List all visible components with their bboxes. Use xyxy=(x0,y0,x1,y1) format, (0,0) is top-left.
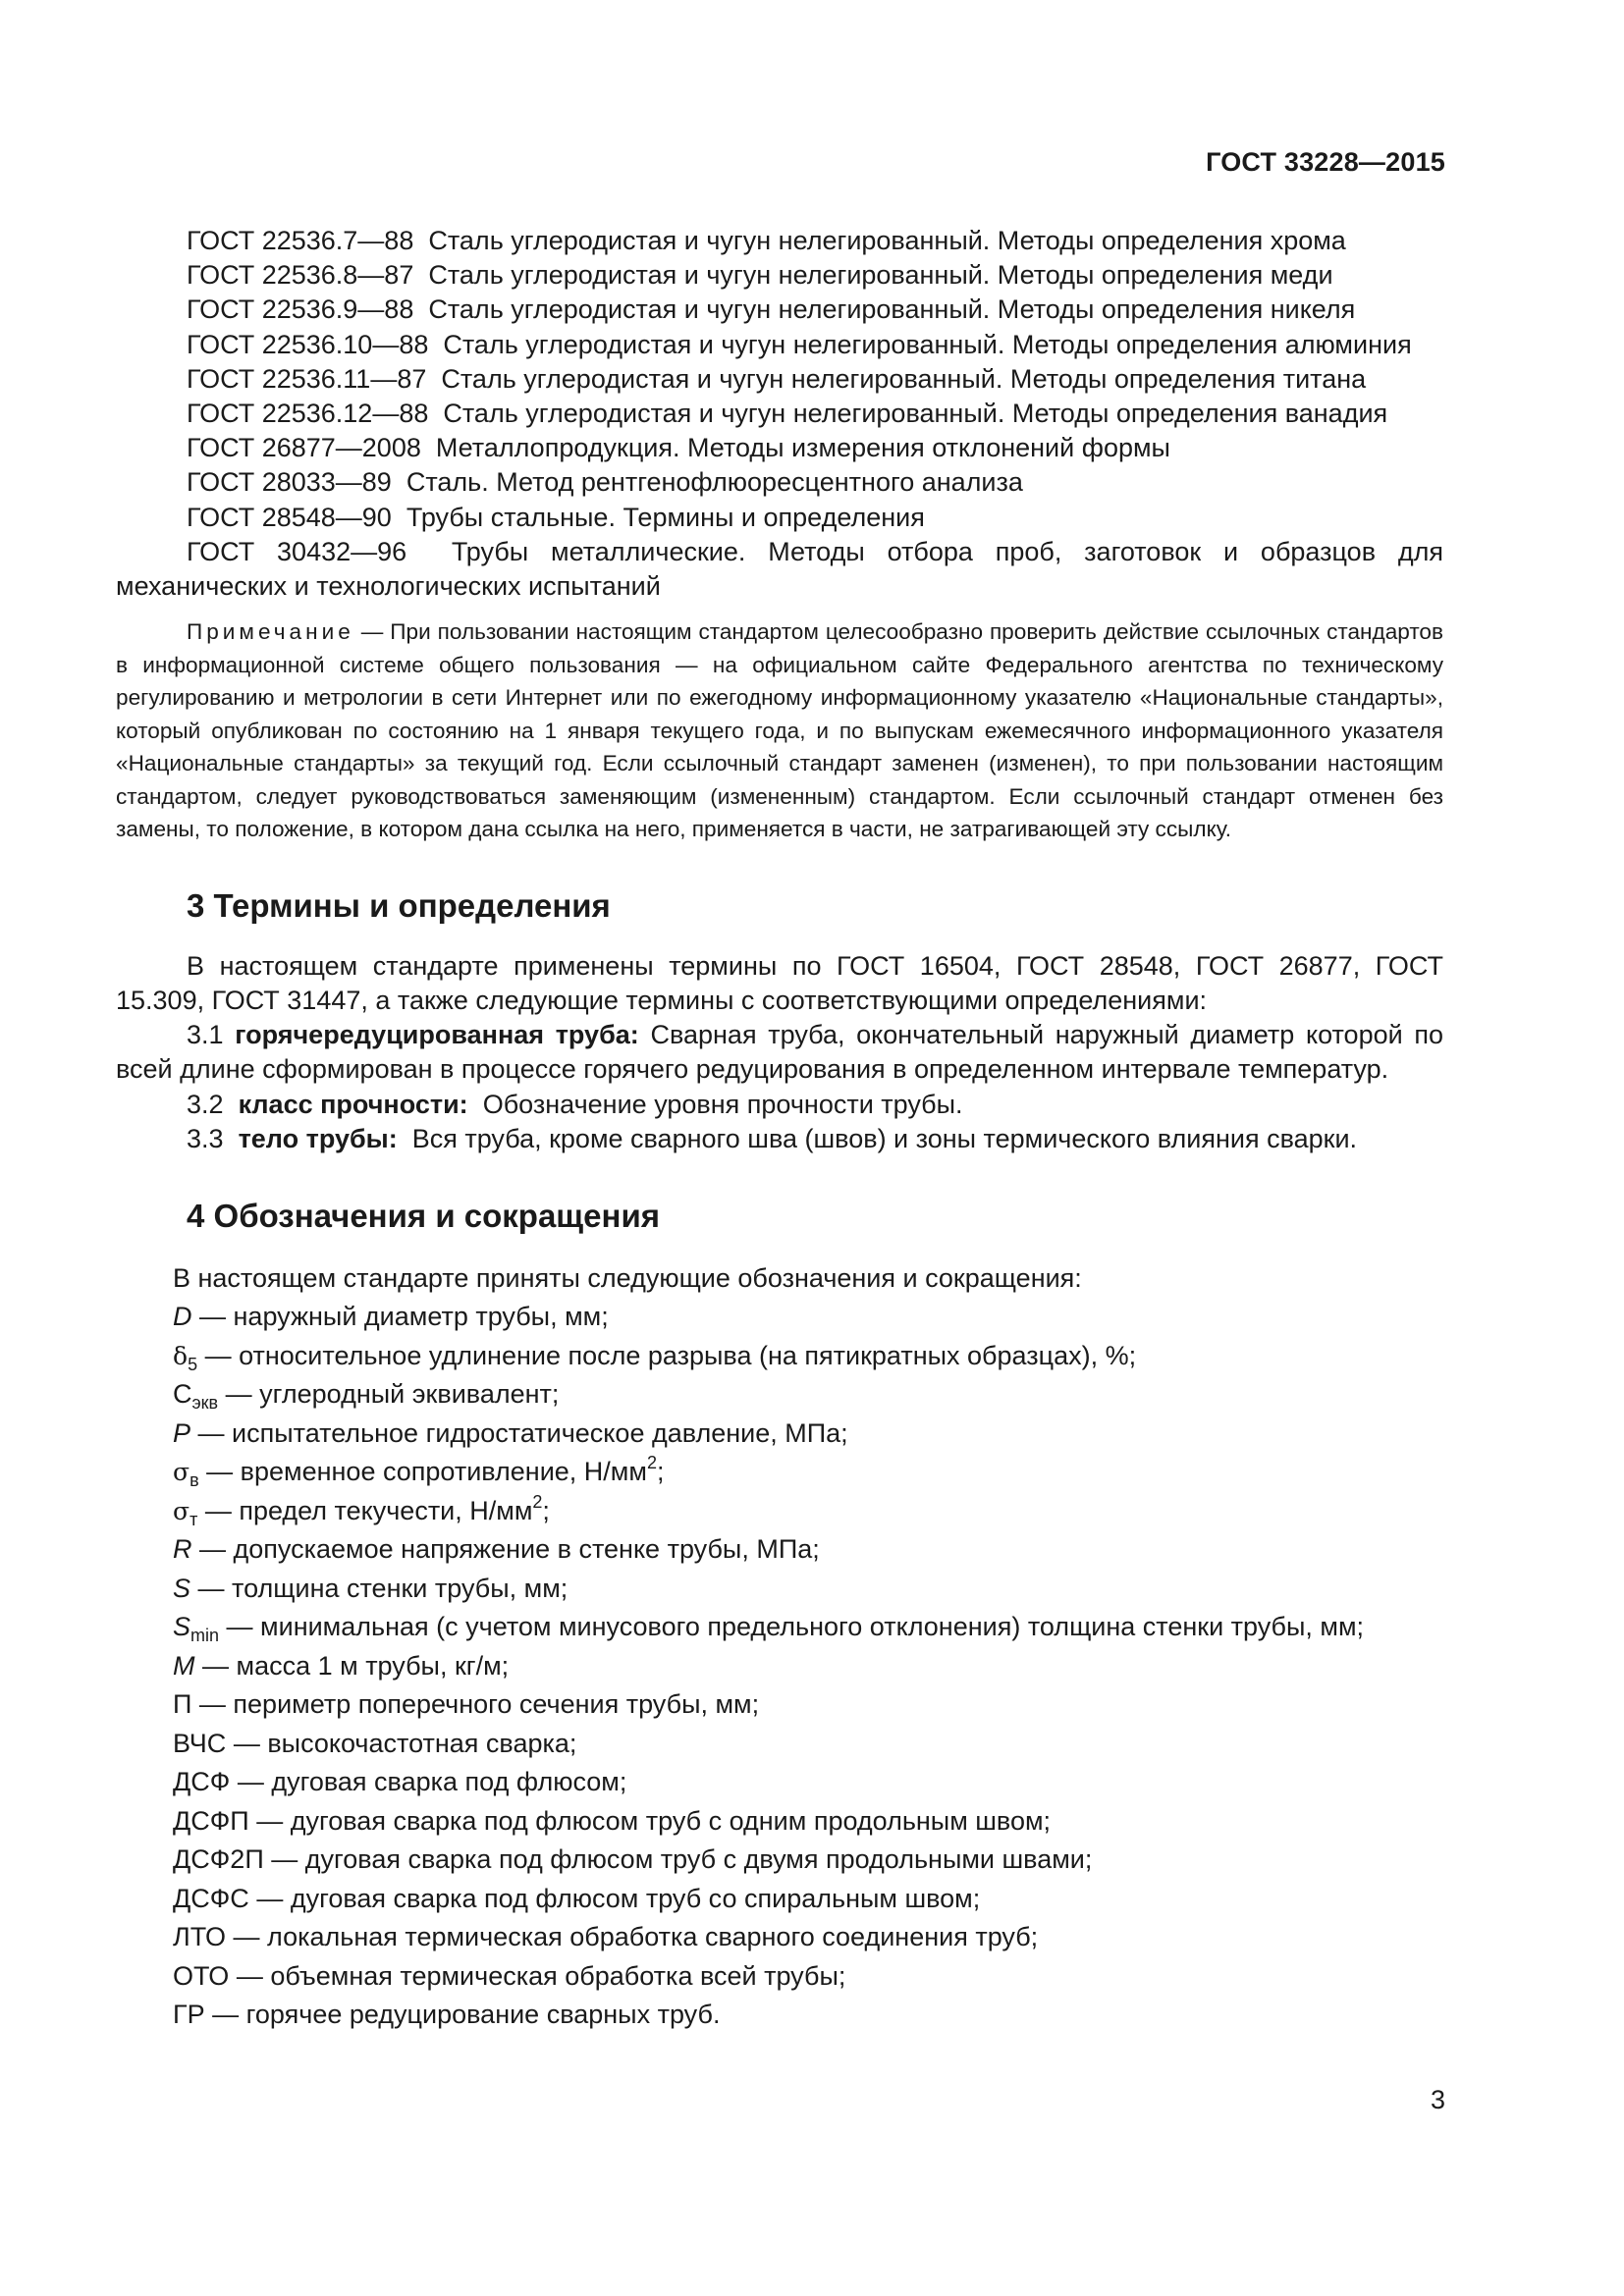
reference-code: ГОСТ 22536.7—88 xyxy=(187,226,414,255)
abbreviation-description: — объемная термическая обработка всей трубы; xyxy=(236,1960,846,1991)
reference-title: Сталь углеродистая и чугун нелегированный. Методы определения титана xyxy=(441,363,1367,394)
abbreviation-description: — дуговая сварка под флюсом труб со спиральным швом; xyxy=(256,1883,981,1913)
abbreviation-item xyxy=(173,1685,1443,1725)
reference-item xyxy=(116,362,1443,397)
reference-title: Сталь углеродистая и чугун нелегированный. Методы определения ванадия xyxy=(443,399,1388,429)
abbreviation-item xyxy=(173,1841,1443,1880)
symbol-superscript: 2 xyxy=(646,1453,657,1473)
term-definition xyxy=(116,1122,1443,1156)
reference-code: ГОСТ 30432—96 xyxy=(187,536,407,566)
symbol: R xyxy=(173,1534,192,1565)
abbreviation-item xyxy=(173,1880,1443,1919)
note-label: Примечание xyxy=(187,619,354,645)
abbreviation: ДСФ2П xyxy=(173,1844,264,1875)
symbol-item xyxy=(173,1298,1443,1337)
abbreviation-description: — дуговая сварка под флюсом труб с одним продольным швом; xyxy=(256,1805,1052,1836)
symbol-item xyxy=(173,1375,1443,1415)
abbreviation-item xyxy=(173,1957,1443,1997)
symbol: С xyxy=(173,1379,192,1410)
reference-code: ГОСТ 22536.12—88 xyxy=(187,399,429,429)
abbreviation-description: — дуговая сварка под флюсом труб с двумя продольными швами; xyxy=(271,1844,1093,1875)
reference-item xyxy=(116,293,1443,327)
term-text: Обозначение уровня прочности трубы. xyxy=(482,1089,963,1119)
reference-title: Трубы стальные. Термины и определения xyxy=(406,502,925,532)
abbreviation: ВЧС xyxy=(173,1728,227,1758)
term-name: класс прочности: xyxy=(238,1089,468,1119)
reference-code: ГОСТ 26877—2008 xyxy=(187,433,421,463)
term-number: 3.1 xyxy=(187,1020,224,1050)
page-content xyxy=(116,224,1443,2035)
symbol-subscript: в xyxy=(189,1470,199,1491)
symbol-item xyxy=(173,1647,1443,1686)
term-number: 3.3 xyxy=(187,1123,224,1153)
abbreviation: ДСФ xyxy=(173,1767,231,1797)
abbreviation: ГР xyxy=(173,2000,205,2030)
abbreviation: П xyxy=(173,1689,192,1720)
term-definition xyxy=(116,1088,1443,1122)
symbol-item xyxy=(173,1415,1443,1454)
abbreviation: ОТО xyxy=(173,1960,230,1991)
reference-code: ГОСТ 22536.8—87 xyxy=(187,260,414,291)
term-name: горячередуцированная труба: xyxy=(235,1020,639,1050)
reference-title: Сталь. Метод рентгенофлюоресцентного анализа xyxy=(406,467,1023,498)
note-text: — При пользовании настоящим стандартом целесообразно проверить действие ссылочных стандартов в информационной системе общего пользования — на официальном сайте Федерального агентства по техническому регулированию и метрологии в сети Интернет или по ежегодному информационному указателю «Национальные стандарты», который опубликован по состоянию на 1 января текущего года, и по выпускам ежемесячного информационного указателя «Национальные стандарты» за текущий год. Если ссылочный стандарт заменен (изменен), то при пользовании настоящим стандартом, следует руководствоваться заменяющим (измененным) стандартом. Если ссылочный стандарт отменен без замены, то положение, в котором дана ссылка на него, применяется в части, не затрагивающей эту ссылку. xyxy=(116,619,1444,842)
document-id-header: ГОСТ 33228—2015 xyxy=(1206,147,1445,177)
symbol-item xyxy=(173,1337,1443,1376)
symbol-description: — испытательное гидростатическое давление, МПа; xyxy=(197,1417,848,1448)
reference-item xyxy=(116,258,1443,293)
symbol-tail: ; xyxy=(656,1457,665,1487)
symbol-item xyxy=(173,1570,1443,1609)
symbol: σ xyxy=(173,1458,190,1487)
reference-title: Металлопродукция. Методы измерения отклонений формы xyxy=(435,433,1170,463)
reference-item xyxy=(116,501,1443,535)
symbol-item xyxy=(173,1492,1443,1531)
term-name: тело трубы: xyxy=(238,1123,398,1153)
symbol-description: — наружный диаметр трубы, мм; xyxy=(199,1302,609,1332)
section-4-heading: 4 Обозначения и сокращения xyxy=(187,1197,660,1234)
reference-code: ГОСТ 22536.11—87 xyxy=(187,363,427,394)
section-4-intro: В настоящем стандарте приняты следующие обозначения и сокращения: xyxy=(173,1262,1082,1293)
reference-title: Сталь углеродистая и чугун нелегированный. Методы определения хрома xyxy=(428,226,1346,255)
abbreviation-item xyxy=(173,1725,1443,1764)
reference-code: ГОСТ 28548—90 xyxy=(187,502,392,532)
symbol-description: — относительное удлинение после разрыва (на пятикратных образцах), %; xyxy=(204,1340,1137,1370)
symbol: M xyxy=(173,1650,195,1681)
symbol-description: — толщина стенки трубы, мм; xyxy=(197,1573,568,1603)
abbreviation-description: — локальная термическая обработка сварного соединения труб; xyxy=(233,1922,1039,1952)
symbol-item xyxy=(173,1608,1443,1647)
symbol-subscript: экв xyxy=(191,1393,219,1414)
abbreviation-description: — периметр поперечного сечения трубы, мм; xyxy=(198,1689,760,1720)
symbol-subscript: 5 xyxy=(188,1354,198,1374)
reference-title: Трубы металлические. Методы отбора проб, заготовок и образцов для механических и технологических испытаний xyxy=(116,536,1443,602)
abbreviation-item xyxy=(173,1918,1443,1957)
reference-item xyxy=(116,465,1443,500)
reference-item xyxy=(116,535,1443,604)
reference-item xyxy=(116,328,1443,362)
symbol-description: — минимальная (с учетом минусового предельного отклонения) толщина стенки трубы, мм; xyxy=(226,1612,1365,1642)
page-number: 3 xyxy=(1430,2085,1445,2114)
term-number: 3.2 xyxy=(187,1089,224,1119)
section-3-intro: В настоящем стандарте применены термины по ГОСТ 16504, ГОСТ 28548, ГОСТ 26877, ГОСТ 15.309, ГОСТ 31447, а также следующие термины с соответствующими определениями: xyxy=(116,950,1443,1015)
abbreviation-description: — высокочастотная сварка; xyxy=(233,1728,577,1758)
symbol: S xyxy=(173,1612,191,1642)
term-definition xyxy=(116,1018,1443,1087)
symbol: S xyxy=(173,1573,191,1603)
abbreviation-item xyxy=(173,1763,1443,1802)
abbreviation: ДСФП xyxy=(173,1805,249,1836)
abbreviation-description: — горячее редуцирование сварных труб. xyxy=(212,2000,721,2030)
reference-title: Сталь углеродистая и чугун нелегированный. Методы определения меди xyxy=(428,260,1333,291)
symbol-subscript: т xyxy=(189,1509,198,1529)
note-paragraph xyxy=(116,615,1443,846)
abbreviation: ЛТО xyxy=(173,1922,226,1952)
normative-references-list xyxy=(116,224,1443,604)
reference-code: ГОСТ 28033—89 xyxy=(187,467,392,498)
symbol-item xyxy=(173,1530,1443,1570)
reference-code: ГОСТ 22536.10—88 xyxy=(187,329,429,359)
symbols-list xyxy=(173,1259,1443,2035)
symbol-description: — масса 1 м трубы, кг/м; xyxy=(202,1650,510,1681)
symbol-description: — углеродный эквивалент; xyxy=(225,1379,560,1410)
symbol: D xyxy=(173,1302,192,1332)
abbreviation-description: — дуговая сварка под флюсом; xyxy=(237,1767,627,1797)
reference-title: Сталь углеродистая и чугун нелегированный. Методы определения никеля xyxy=(428,294,1356,325)
reference-item xyxy=(116,224,1443,258)
symbol-description: — предел текучести, Н/мм xyxy=(204,1495,533,1525)
reference-item xyxy=(116,431,1443,465)
reference-title: Сталь углеродистая и чугун нелегированный. Методы определения алюминия xyxy=(443,329,1412,359)
abbreviation-item xyxy=(173,1996,1443,2035)
symbol-description: — временное сопротивление, Н/мм xyxy=(206,1457,647,1487)
symbol-subscript: min xyxy=(190,1626,220,1646)
symbol-tail: ; xyxy=(542,1495,550,1525)
reference-item xyxy=(116,397,1443,431)
abbreviation-item xyxy=(173,1802,1443,1842)
abbreviation: ДСФС xyxy=(173,1883,249,1913)
term-text: Вся труба, кроме сварного шва (швов) и зоны термического влияния сварки. xyxy=(411,1123,1358,1153)
term-text: Сварная труба, окончательный наружный диаметр которой по всей длине сформирован в процессе горячего редуцирования в определенном интервале температур. xyxy=(116,1020,1443,1085)
symbol: δ xyxy=(173,1341,189,1370)
symbol: σ xyxy=(173,1496,190,1525)
symbol-item xyxy=(173,1453,1443,1492)
symbol-description: — допускаемое напряжение в стенке трубы, МПа; xyxy=(199,1534,820,1565)
symbol-superscript: 2 xyxy=(532,1491,543,1512)
section-3-heading: 3 Термины и определения xyxy=(187,886,611,924)
reference-code: ГОСТ 22536.9—88 xyxy=(187,294,414,325)
symbol: P xyxy=(173,1417,191,1448)
